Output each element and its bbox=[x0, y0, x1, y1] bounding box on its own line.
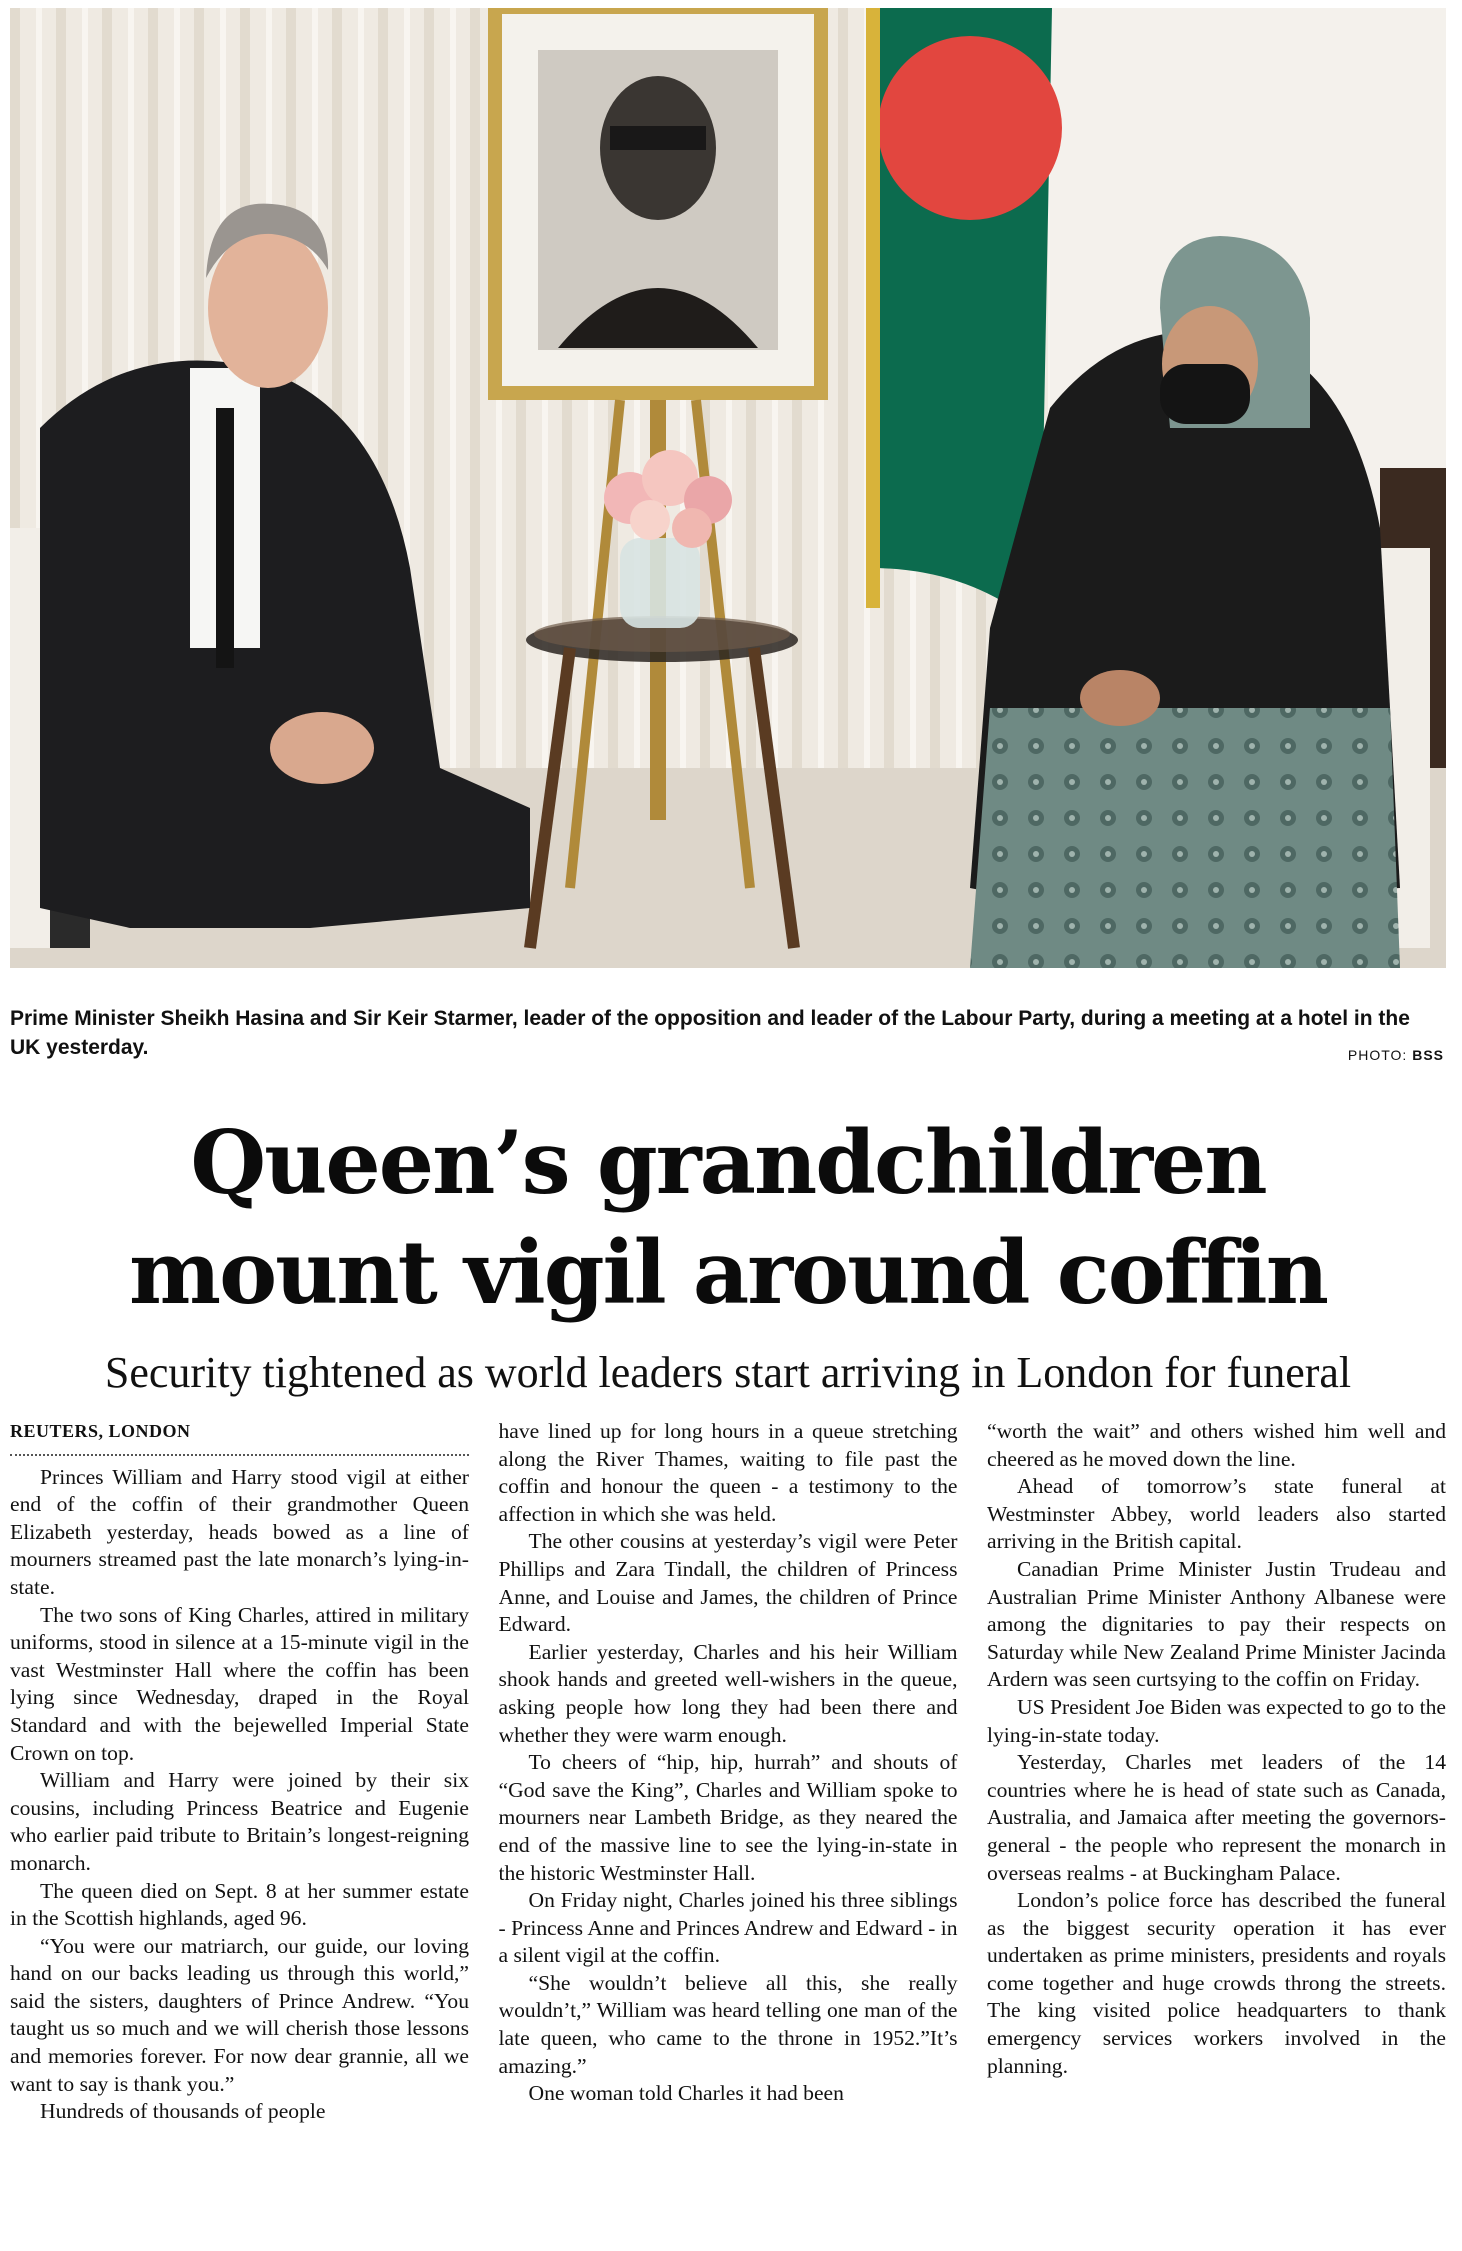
photo-credit-source: BSS bbox=[1412, 1047, 1444, 1063]
paragraph: Canadian Prime Minister Justin Trudeau and Australian Prime Minister Anthony Albanese were among the dignitaries to pay their respects on Saturday while New Zealand Prime Minister Jacinda Ardern was seen curtsying to the coffin on Friday. bbox=[987, 1556, 1446, 1692]
paragraph: Yesterday, Charles met leaders of the 14 countries where he is head of state such as Canada, Australia, and Jamaica after meeting the governors-general - the people who represent the monarch in overseas realms - at Buckingham Palace. bbox=[987, 1750, 1446, 1885]
article-column-1 bbox=[10, 1418, 469, 2244]
paragraph: William and Harry were joined by their six cousins, including Princess Beatrice and Eugenie who earlier paid tribute to Britain’s longest-reigning monarch. bbox=[10, 1768, 469, 1875]
paragraph: London’s police force has described the funeral as the biggest security operation it has ever undertaken as prime ministers, presidents and royals come together and huge crowds throng the streets. The king visited police headquarters to thank emergency services workers involved in the planning. bbox=[987, 1888, 1446, 2078]
article-column-2 bbox=[499, 1418, 958, 2244]
paragraph: To cheers of “hip, hip, hurrah” and shouts of “God save the King”, Charles and William spoke to mourners near Lambeth Bridge, as they neared the end of the massive line to see the lying-in-state in the historic Westminster Hall. bbox=[498, 1750, 958, 1885]
subheadline: Security tightened as world leaders start arriving in London for funeral bbox=[104, 1348, 1352, 1397]
photo-credit bbox=[1348, 1047, 1444, 1063]
paragraph: “She wouldn’t believe all this, she really wouldn’t,” William was heard telling one man of the late queen, who came to the throne in 1952.”It’s amazing.” bbox=[498, 1970, 958, 2078]
paragraph: Hundreds of thousands of people bbox=[40, 2099, 326, 2124]
news-photo bbox=[10, 8, 1446, 968]
article-body bbox=[10, 1418, 1446, 2244]
paragraph-continued: “worth the wait” and others wished him well and cheered as he moved down the line. bbox=[987, 1419, 1446, 1471]
photo-illustration bbox=[10, 8, 1446, 968]
headline bbox=[10, 1108, 1446, 1328]
paragraph: Earlier yesterday, Charles and his heir William shook hands and greeted well-wishers in the queue, asking people how long they had been there and whether they were warm enough. bbox=[498, 1639, 958, 1747]
paragraph: The other cousins at yesterday’s vigil were Peter Phillips and Zara Tindall, the children of Princess Anne, and Louise and James, the children of Prince Edward. bbox=[498, 1529, 958, 1637]
paragraph: On Friday night, Charles joined his three siblings - Princess Anne and Princes Andrew and Edward - in a silent vigil at the coffin. bbox=[498, 1888, 958, 1968]
paragraph: “You were our matriarch, our guide, our loving hand on our backs leading us through this world,” said the sisters, daughters of Prince Andrew. “You taught us so much and we will cherish those lessons and memories forever. For now dear grannie, all we want to say is thank you.” bbox=[10, 1933, 469, 2096]
paragraph: One woman told Charles it had been bbox=[528, 2081, 844, 2106]
paragraph: US President Joe Biden was expected to go to the lying-in-state today. bbox=[987, 1694, 1446, 1747]
article-column-3 bbox=[987, 1418, 1446, 2244]
paragraph: The queen died on Sept. 8 at her summer estate in the Scottish highlands, aged 96. bbox=[10, 1878, 469, 1931]
paragraph-continued: have lined up for long hours in a queue stretching along the River Thames, waiting to file past the coffin and honour the queen - a testimony to the affection in which she was held. bbox=[498, 1419, 958, 1526]
paragraph: Princes William and Harry stood vigil at either end of the coffin of their grandmother Queen Elizabeth yesterday, heads bowed as a line of mourners streamed past the late monarch’s lying-in-state. bbox=[10, 1464, 469, 1599]
headline-line-1: Queen’s grandchildren bbox=[190, 1111, 1266, 1214]
byline: REUTERS, LONDON bbox=[10, 1418, 469, 1456]
photo-credit-label: PHOTO: bbox=[1347, 1047, 1408, 1063]
photo-caption: Prime Minister Sheikh Hasina and Sir Keir Starmer, leader of the opposition and leader of the Labour Party, during a meeting at a hotel in the UK yesterday. bbox=[10, 1007, 1410, 1059]
headline-line-2: mount vigil around coffin bbox=[129, 1221, 1327, 1324]
paragraph: The two sons of King Charles, attired in military uniforms, stood in silence at a 15-minute vigil in the vast Westminster Hall where the coffin has been lying since Wednesday, draped in the Royal Standard and with the bejewelled Imperial State Crown on top. bbox=[10, 1602, 469, 1765]
paragraph: Ahead of tomorrow’s state funeral at Westminster Abbey, world leaders also started arriving in the British capital. bbox=[987, 1474, 1446, 1554]
